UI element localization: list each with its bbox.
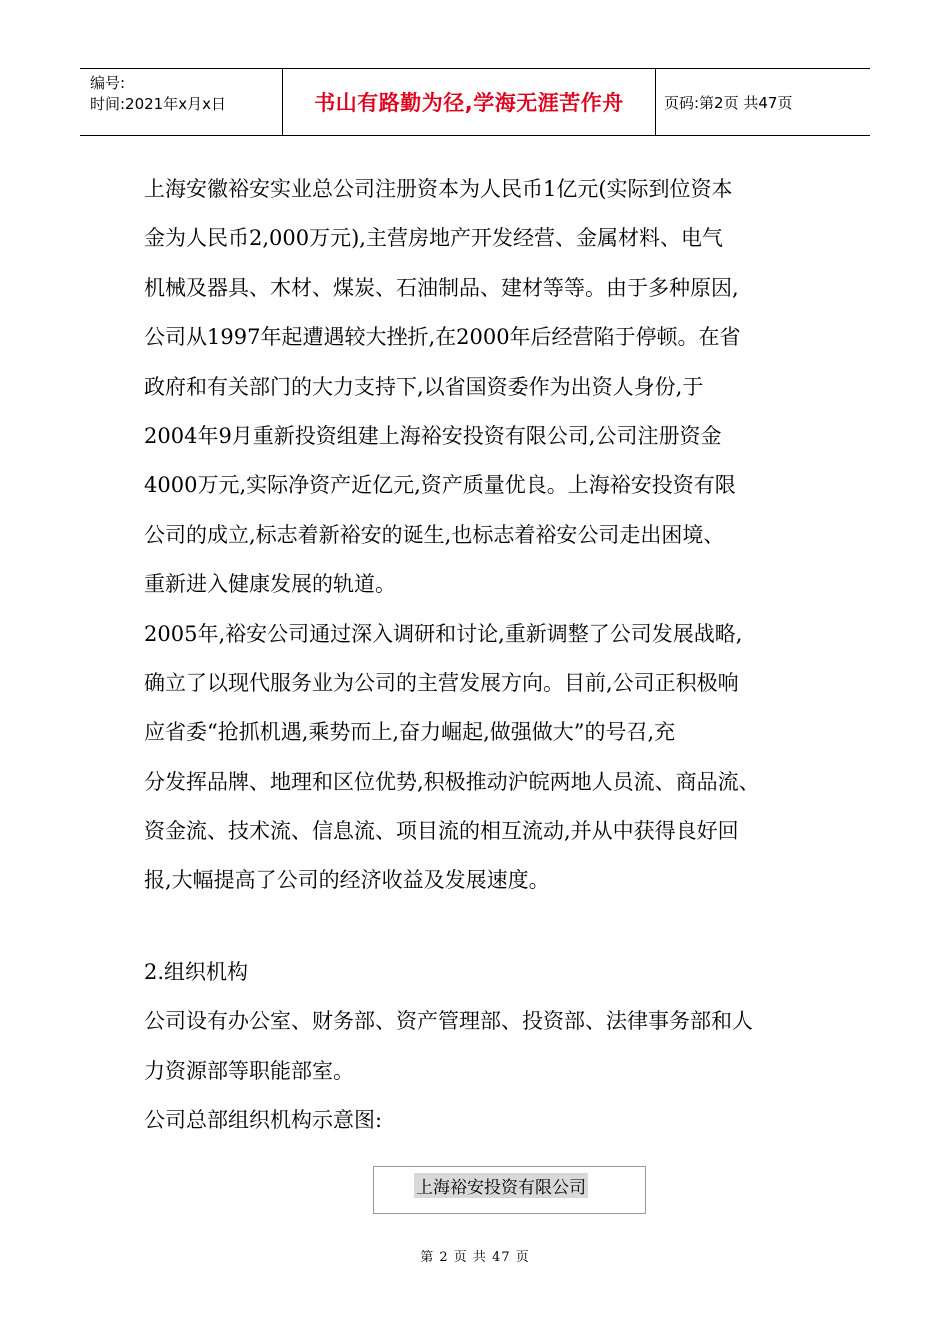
- body-line: 金为人民币2,000万元),主营房地产开发经营、金属材料、电气: [144, 226, 723, 251]
- body-line: 政府和有关部门的大力支持下,以省国资委作为出资人身份,于: [144, 374, 704, 399]
- body-line: 公司总部组织机构示意图:: [144, 1108, 383, 1133]
- header-motto-cell: [283, 69, 656, 135]
- header-motto: 书山有路勤为径,学海无涯苦作舟: [314, 91, 624, 115]
- body-line: 公司的成立,标志着新裕安的诞生,也标志着裕安公司走出困境、: [144, 522, 725, 547]
- body-line: 机械及器具、木材、煤炭、石油制品、建材等等。由于多种原因,: [144, 275, 739, 300]
- body-line: 确立了以现代服务业为公司的主营发展方向。目前,公司正积极响: [144, 670, 739, 695]
- org-chart-top-node: [373, 1166, 646, 1214]
- header-number-label: 编号:: [90, 74, 126, 92]
- body-line: 重新进入健康发展的轨道。: [144, 572, 396, 597]
- body-line: 公司从1997年起遭遇较大挫折,在2000年后经营陷于停顿。在省: [144, 325, 741, 350]
- paragraph-gap: [144, 906, 834, 948]
- page-footer: 第 2 页 共 47 页: [420, 1250, 530, 1265]
- header-page-info: 页码:第2页 共47页: [664, 93, 793, 112]
- page-header: [80, 68, 870, 136]
- body-line: 力资源部等职能部室。: [144, 1058, 354, 1083]
- body-line: 分发挥品牌、地理和区位优势,积极推动沪皖两地人员流、商品流、: [144, 769, 760, 794]
- body-line: 2005年,裕安公司通过深入调研和讨论,重新调整了公司发展战略,: [144, 621, 743, 646]
- body-line: 应省委“抢抓机遇,乘势而上,奋力崛起,做强做大”的号召,充: [144, 720, 676, 745]
- header-meta: [80, 69, 283, 135]
- org-chart-node-label: 上海裕安投资有限公司: [414, 1173, 588, 1198]
- body-line: 报,大幅提高了公司的经济收益及发展速度。: [144, 868, 550, 893]
- document-body: [144, 165, 834, 1145]
- body-line: 资金流、技术流、信息流、项目流的相互流动,并从中获得良好回: [144, 819, 739, 844]
- section-title: 2.组织机构: [144, 959, 249, 984]
- body-line: 上海安徽裕安实业总公司注册资本为人民币1亿元(实际到位资本: [144, 177, 733, 201]
- header-date-label: 时间:2021年x月x日: [90, 95, 226, 113]
- body-line: 4000万元,实际净资产近亿元,资产质量优良。上海裕安投资有限: [144, 473, 736, 498]
- body-line: 2004年9月重新投资组建上海裕安投资有限公司,公司注册资金: [144, 423, 722, 448]
- body-line: 公司设有办公室、财务部、资产管理部、投资部、法律事务部和人: [144, 1009, 753, 1034]
